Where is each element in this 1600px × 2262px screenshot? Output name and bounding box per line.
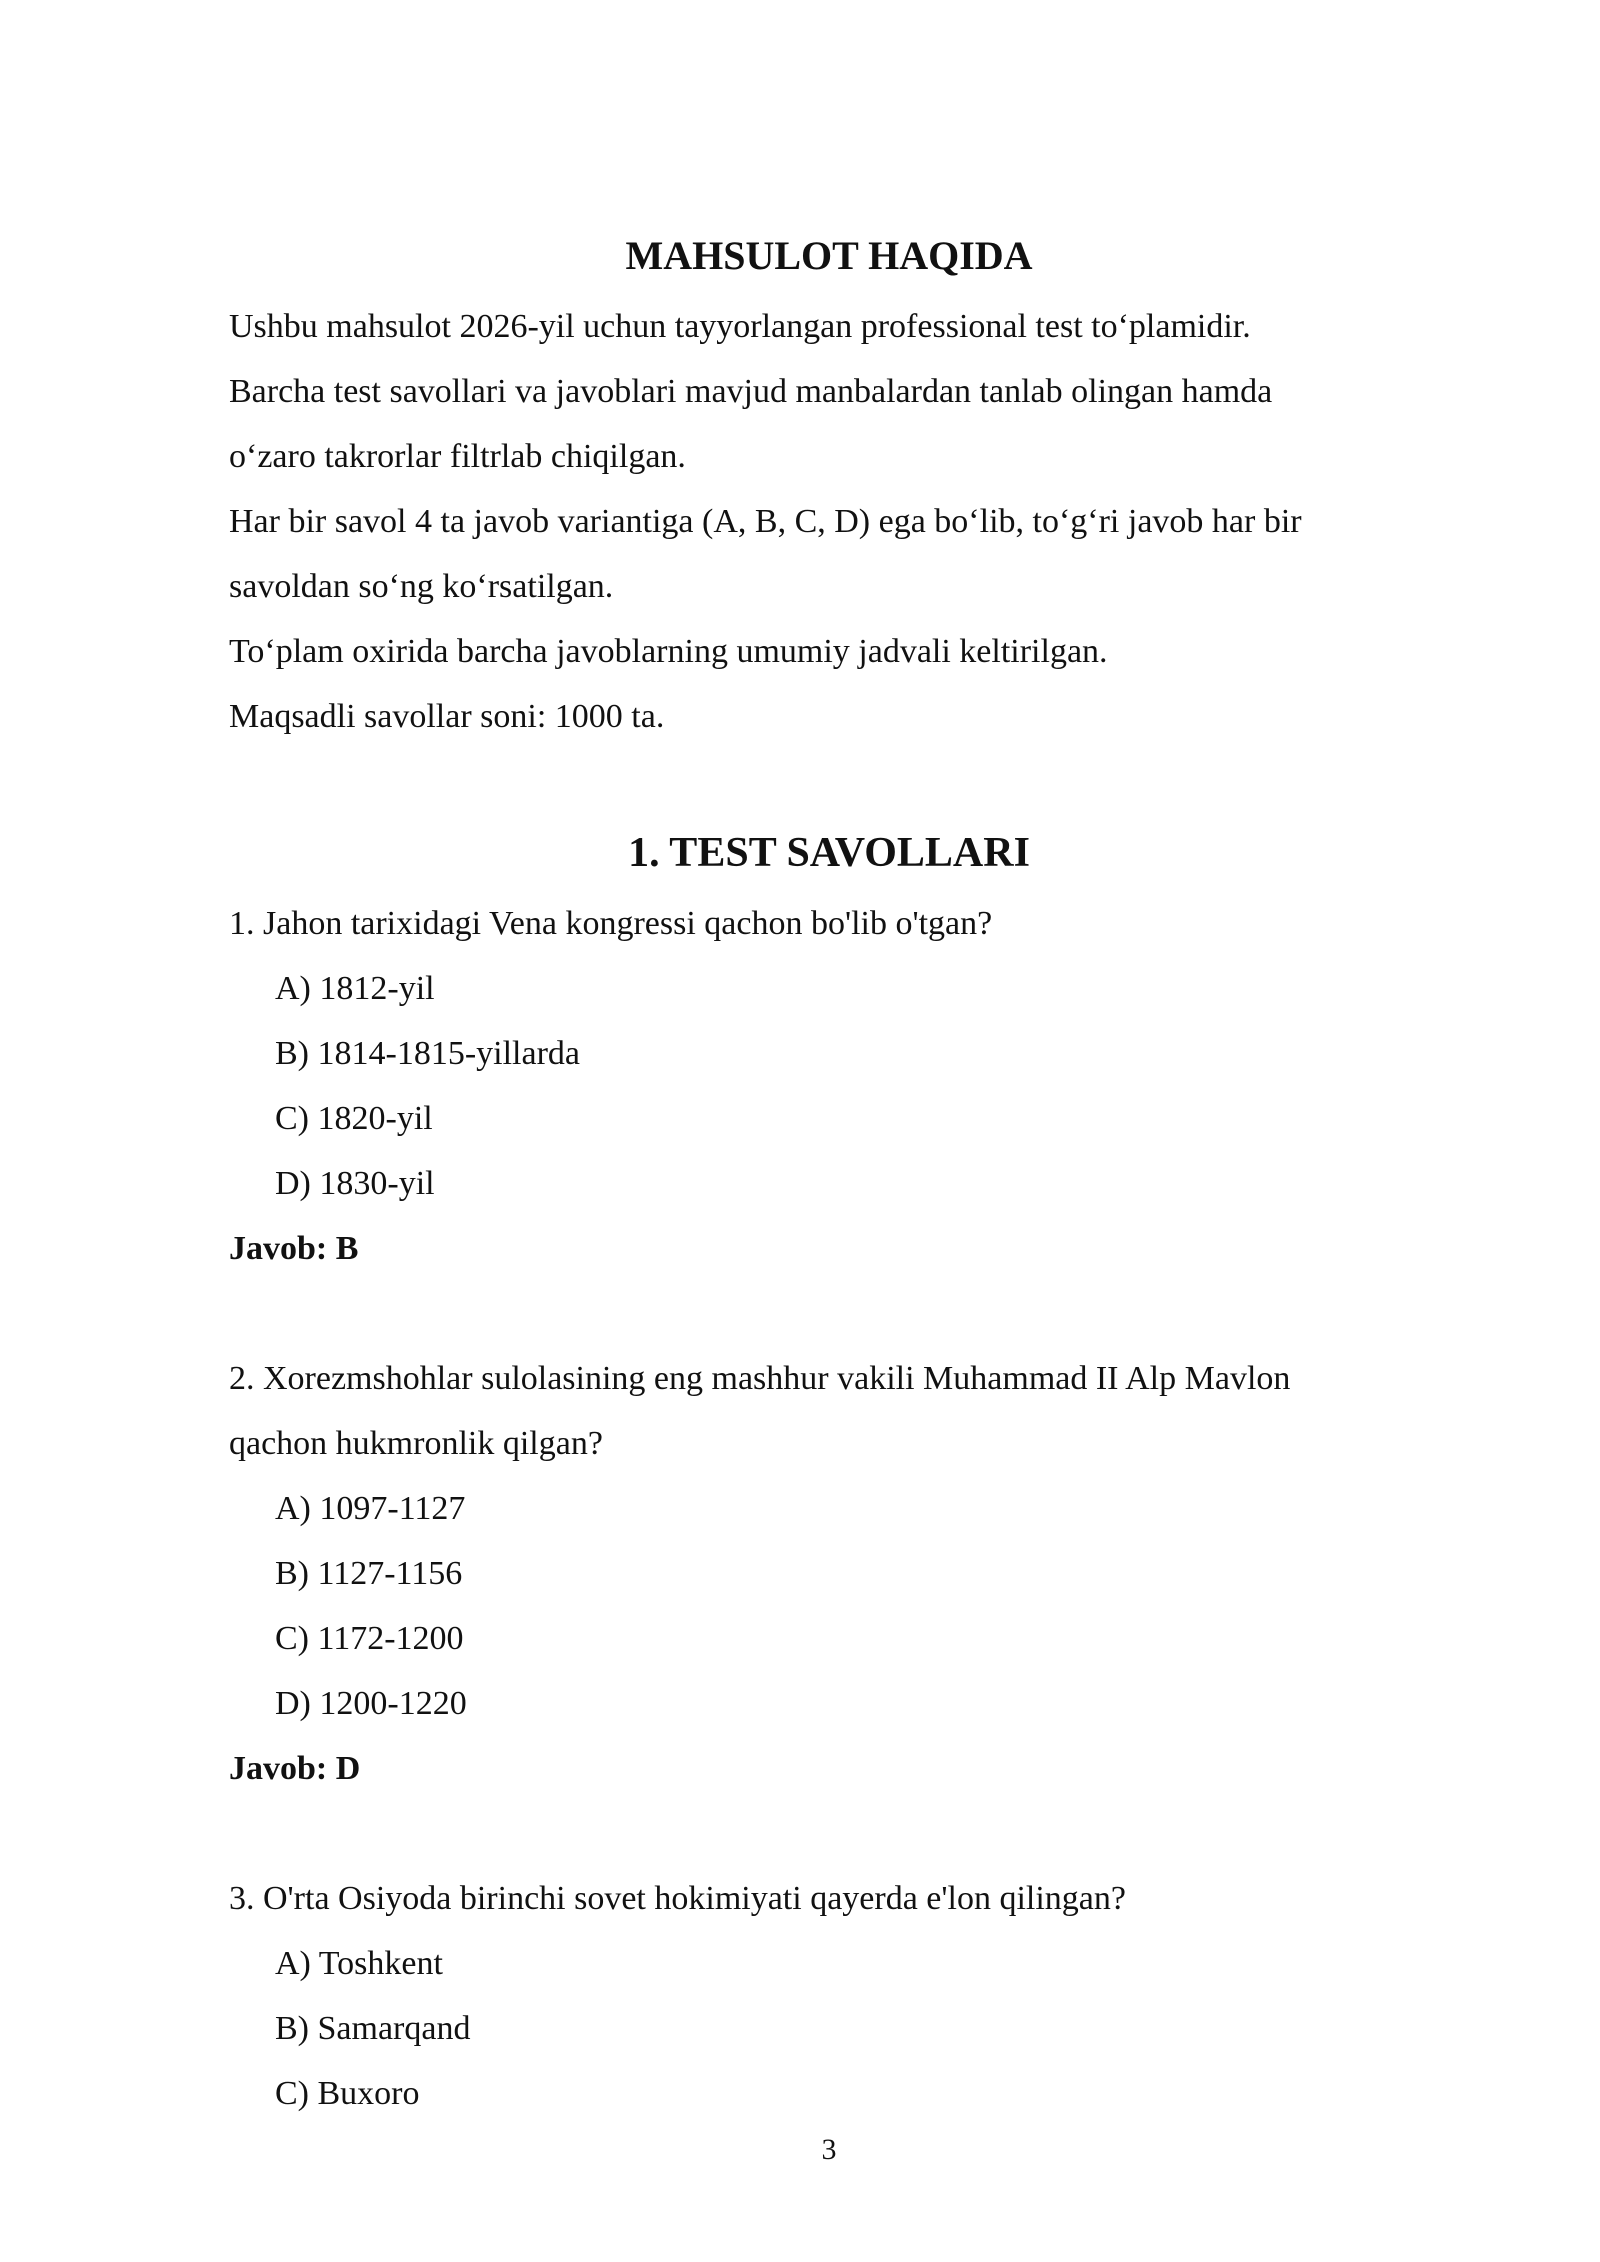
about-line: Maqsadli savollar soni: 1000 ta. xyxy=(229,698,665,735)
question-text: 2. Xorezmshohlar sulolasining eng mashhur vakili Muhammad II Alp Mavlon xyxy=(229,1360,1291,1397)
answer-option: A) 1097-1127 xyxy=(275,1490,466,1527)
question-block xyxy=(229,1346,1429,1801)
about-line: savoldan so‘ng ko‘rsatilgan. xyxy=(229,568,614,605)
answer-option: C) 1820-yil xyxy=(275,1100,433,1137)
answer-option: B) Samarqand xyxy=(275,2010,471,2047)
question-spacer xyxy=(229,1801,1429,1866)
answer-option: C) 1172-1200 xyxy=(275,1620,464,1657)
answer-option: D) 1200-1220 xyxy=(275,1685,467,1722)
page-content xyxy=(229,218,1429,2126)
answer-option: B) 1127-1156 xyxy=(275,1555,463,1592)
question-block xyxy=(229,1866,1429,2126)
answer-option: A) 1812-yil xyxy=(275,970,435,1007)
question-text: qachon hukmronlik qilgan? xyxy=(229,1425,603,1462)
about-line: Har bir savol 4 ta javob variantiga (A, B, C, D) ega bo‘lib, to‘g‘ri javob har bir xyxy=(229,503,1302,540)
section-spacer xyxy=(229,749,1429,815)
about-line: o‘zaro takrorlar filtrlab chiqilgan. xyxy=(229,438,686,475)
correct-answer: Javob: D xyxy=(229,1750,361,1787)
about-body xyxy=(229,294,1429,749)
question-text: 3. O'rta Osiyoda birinchi sovet hokimiyati qayerda e'lon qilingan? xyxy=(229,1880,1126,1917)
about-line: To‘plam oxirida barcha javoblarning umumiy jadvali keltirilgan. xyxy=(229,633,1108,670)
question-spacer xyxy=(229,1281,1429,1346)
answer-option: A) Toshkent xyxy=(275,1945,443,1982)
answer-option: D) 1830-yil xyxy=(275,1165,435,1202)
about-line: Ushbu mahsulot 2026-yil uchun tayyorlangan professional test to‘plamidir. xyxy=(229,308,1251,345)
question-text: 1. Jahon tarixidagi Vena kongressi qachon bo'lib o'tgan? xyxy=(229,905,993,942)
page-number: 3 xyxy=(821,2133,837,2166)
about-title: MAHSULOT HAQIDA xyxy=(625,233,1033,278)
about-line: Barcha test savollari va javoblari mavjud manbalardan tanlab olingan hamda xyxy=(229,373,1273,410)
answer-option: C) Buxoro xyxy=(275,2075,420,2112)
section-title: 1. TEST SAVOLLARI xyxy=(628,830,1030,876)
answer-option: B) 1814-1815-yillarda xyxy=(275,1035,580,1072)
question-block xyxy=(229,891,1429,1281)
correct-answer: Javob: B xyxy=(229,1230,359,1267)
